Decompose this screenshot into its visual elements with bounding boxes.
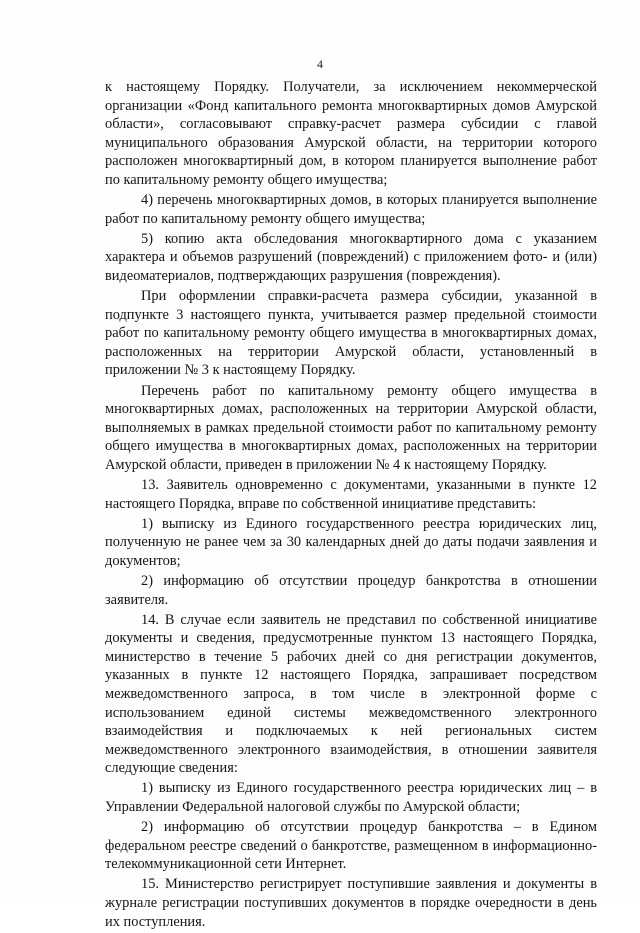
paragraph-clause-14-item-2: 2) информацию об отсутствии процедур банкротства – в Едином федеральном реестре сведений о банкротстве, размещенном в информационно-телекоммуникационной сети Интернет. bbox=[105, 819, 597, 873]
page-number: 4 bbox=[317, 57, 323, 71]
paragraph-item-4: 4) перечень многоквартирных домов, в которых планируется выполнение работ по капитальному ремонту общего имущества; bbox=[105, 192, 597, 227]
paragraph-clause-13-item-1: 1) выписку из Единого государственного реестра юридических лиц, полученную не ранее чем за 30 календарных дней до даты подачи заявления и документов; bbox=[105, 515, 597, 569]
paragraph-clause-15: 15. Министерство регистрирует поступившие заявления и документы в журнале регистрации поступивших документов в порядке очередности в день их поступления. bbox=[105, 876, 597, 930]
paragraph-continuation: к настоящему Порядку. Получатели, за исключением некоммерческой организации «Фонд капитального ремонта многоквартирных домов Амурской области», согласовывают справку-расчет размера субсидии с главой муниципального образования Амурской области, на территории которого расположен многоквартирный дом, в котором планируется выполнение работ по капитальному ремонту общего имущества; bbox=[105, 79, 597, 188]
paragraph-clause-13: 13. Заявитель одновременно с документами, указанными в пункте 12 настоящего Порядка, вправе по собственной инициативе представить: bbox=[105, 476, 597, 512]
paragraph-clause-13-item-2: 2) информацию об отсутствии процедур банкротства в отношении заявителя. bbox=[105, 572, 597, 608]
paragraph-clause-14: 14. В случае если заявитель не представил по собственной инициативе документы и сведения, предусмотренные пунктом 13 настоящего Порядка, министерство в течение 5 рабочих дней со дня регистрации документов, указанных в пункте 12 настоящего Порядка, запрашивает посредством межведомственного запроса, в том числе в электронной форме с использованием единой системы межведомственного электронного взаимодействия и подключаемых к ней региональных систем межведомственного электронного взаимодействия, в отношении заявителя следующие сведения: bbox=[105, 611, 597, 777]
paragraph-clause-14-item-1: 1) выписку из Единого государственного реестра юридических лиц – в Управлении Федеральной налоговой службы по Амурской области; bbox=[105, 780, 597, 816]
document-body bbox=[105, 78, 597, 933]
paragraph-item-5: 5) копию акта обследования многоквартирного дома с указанием характера и объемов разрушений (повреждений) с приложением фото- и (или) видеоматериалов, подтверждающих разрушения (повреждения). bbox=[105, 230, 597, 284]
paragraph-subsidy-calculation: При оформлении справки-расчета размера субсидии, указанной в подпункте 3 настоящего пункта, учитывается размер предельной стоимости работ по капитальному ремонту общего имущества в многоквартирных домах, расположенных на территории Амурской области, установленный в приложении № 3 к настоящему Порядку. bbox=[105, 288, 597, 379]
paragraph-works-list: Перечень работ по капитальному ремонту общего имущества в многоквартирных домах, расположенных на территории Амурской области, выполняемых в рамках предельной стоимости работ по капитальному ремонту общего имущества в многоквартирных домах, расположенных на территории Амурской области, приведен в приложении № 4 к настоящему Порядку. bbox=[105, 382, 597, 473]
